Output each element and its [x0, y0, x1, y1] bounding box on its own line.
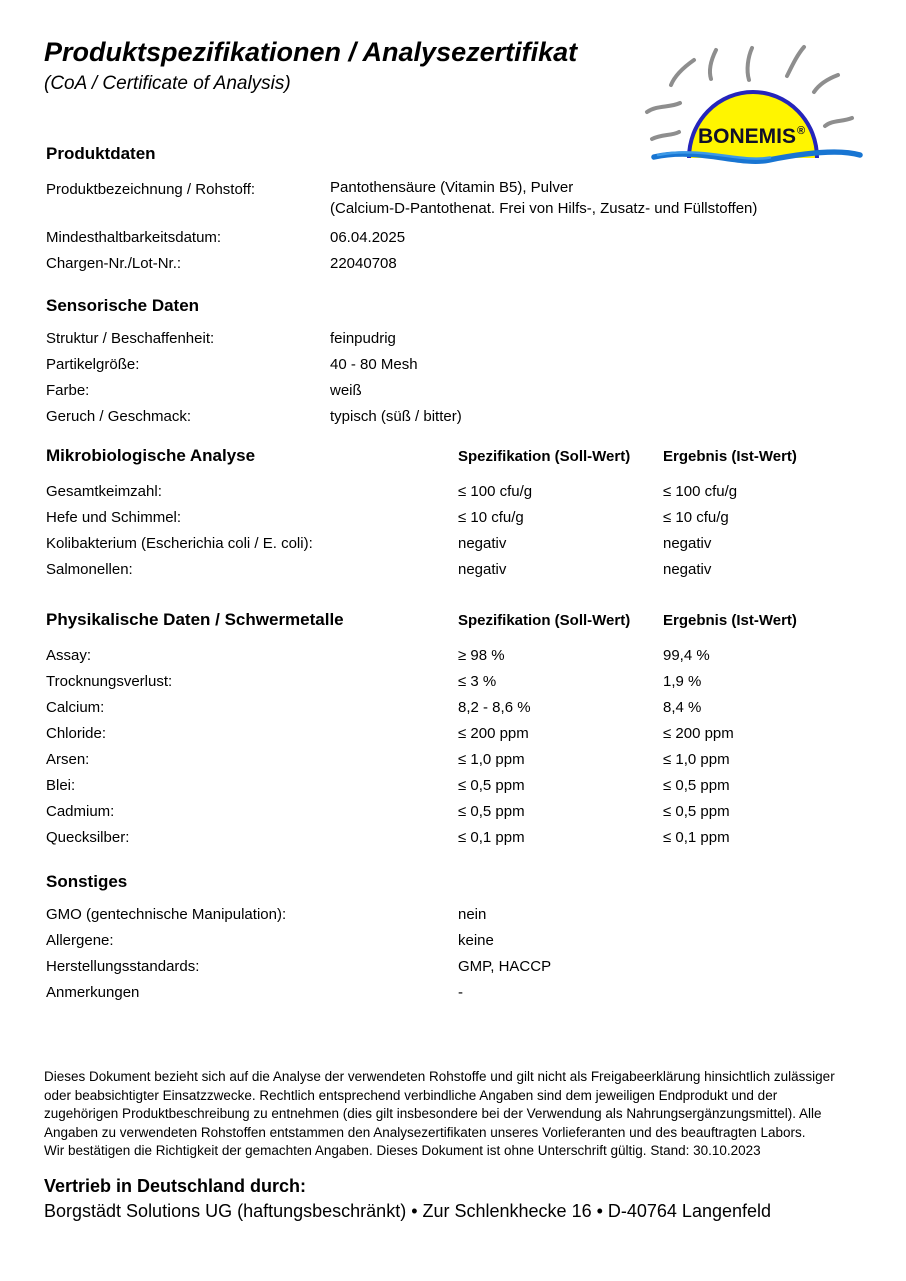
- row-spec: ≤ 0,5 ppm: [458, 777, 525, 794]
- row-value-line: (Calcium-D-Pantothenat. Frei von Hilfs-, Zusatz- und Füllstoffen): [330, 200, 758, 217]
- row-value: [330, 177, 890, 219]
- distribution-heading: Vertrieb in Deutschland durch:: [44, 1176, 307, 1196]
- header: [44, 36, 577, 96]
- row-value-line: Pantothensäure (Vitamin B5), Pulver: [330, 179, 574, 196]
- row-label: Allergene:: [46, 932, 114, 949]
- table-row: [46, 980, 890, 1006]
- table-header-row: [46, 446, 890, 467]
- row-label: Salmonellen:: [46, 561, 133, 578]
- distribution-address: Borgstädt Solutions UG (haftungsbeschränkt) • Zur Schlenkhecke 16 • D-40764 Langenfeld: [44, 1201, 772, 1221]
- table-row: [46, 174, 890, 219]
- row-result: negativ: [663, 535, 712, 552]
- row-spec: ≤ 10 cfu/g: [458, 509, 524, 526]
- row-result: ≤ 200 ppm: [663, 725, 734, 742]
- row-label: Struktur / Beschaffenheit:: [46, 330, 215, 347]
- table-row: [46, 326, 890, 352]
- row-spec: ≤ 0,5 ppm: [458, 803, 525, 820]
- table-row: [46, 557, 890, 583]
- row-spec: ≤ 3 %: [458, 673, 497, 690]
- row-label: GMO (gentechnische Manipulation):: [46, 906, 287, 923]
- row-result: ≤ 100 cfu/g: [663, 483, 738, 500]
- disclaimer-line: Angaben zu verwendeten Rohstoffen entstammen den Analysezertifikaten unseres Vorlieferanten und des beauftragten Labors.: [44, 1124, 806, 1140]
- row-value: weiß: [330, 382, 362, 399]
- row-result: ≤ 0,1 ppm: [663, 829, 730, 846]
- section-produktdaten: [0, 144, 906, 277]
- row-label: Chargen-Nr./Lot-Nr.:: [46, 255, 182, 272]
- row-value: 22040708: [330, 255, 397, 272]
- logo-registered-mark: ®: [796, 125, 806, 137]
- section-sonstiges: [0, 872, 906, 1006]
- table-row: [46, 352, 890, 378]
- row-result: 99,4 %: [663, 647, 710, 664]
- row-spec: ≥ 98 %: [458, 647, 505, 664]
- section-physikalische-daten: [0, 610, 906, 851]
- section-heading-physikalisch: Physikalische Daten / Schwermetalle: [46, 610, 344, 629]
- disclaimer-line: Dieses Dokument bezieht sich auf die Analyse der verwendeten Rohstoffe und gilt nicht als Freigabeerklärung hinsichtlich zulässiger: [44, 1069, 835, 1084]
- row-spec: 8,2 - 8,6 %: [458, 699, 531, 716]
- row-label: Cadmium:: [46, 803, 115, 820]
- row-label: Blei:: [46, 777, 76, 794]
- table-row: [46, 479, 890, 505]
- table-row: [46, 825, 890, 851]
- row-label: Calcium:: [46, 699, 105, 716]
- row-value: 40 - 80 Mesh: [330, 356, 418, 373]
- disclaimer-line: zugehörigen Produktbeschreibung zu entnehmen (dies gilt insbesondere bei der Verwendung als Nahrungsergänzungsmittel). Alle: [44, 1106, 822, 1121]
- row-spec: ≤ 1,0 ppm: [458, 751, 525, 768]
- row-label: Arsen:: [46, 751, 90, 768]
- table-header-row: [46, 610, 890, 631]
- row-label: Trocknungsverlust:: [46, 673, 173, 690]
- table-row: [46, 928, 890, 954]
- section-heading-sonstiges: Sonstiges: [46, 872, 128, 891]
- row-label: Chloride:: [46, 725, 107, 742]
- section-mikrobiologische-analyse: [0, 446, 906, 583]
- row-value: nein: [458, 906, 487, 923]
- page-title: Produktspezifikationen / Analysezertifikat: [44, 37, 578, 67]
- row-label: Farbe:: [46, 382, 90, 399]
- table-row: [46, 773, 890, 799]
- table-row: [46, 225, 890, 251]
- table-row: [46, 404, 890, 430]
- row-value: -: [458, 984, 463, 1001]
- row-label: Assay:: [46, 647, 92, 664]
- row-result: 8,4 %: [663, 699, 702, 716]
- row-spec: ≤ 100 cfu/g: [458, 483, 533, 500]
- row-label: Produktbezeichnung / Rohstoff:: [46, 181, 256, 198]
- row-label: Quecksilber:: [46, 829, 130, 846]
- row-label: Gesamtkeimzahl:: [46, 483, 162, 500]
- row-label: Partikelgröße:: [46, 356, 140, 373]
- table-row: [46, 747, 890, 773]
- table-row: [46, 531, 890, 557]
- logo-brand-text: BONEMIS: [697, 125, 797, 148]
- table-row: [46, 695, 890, 721]
- section-heading-sensorische: Sensorische Daten: [46, 296, 200, 315]
- row-value: 06.04.2025: [330, 229, 406, 246]
- row-label: Anmerkungen: [46, 984, 140, 1001]
- disclaimer-line: Wir bestätigen die Richtigkeit der gemachten Angaben. Dieses Dokument ist ohne Unterschrift gültig. Stand: 30.10.2023: [44, 1143, 761, 1158]
- table-row: [46, 505, 890, 531]
- row-result: ≤ 0,5 ppm: [663, 777, 730, 794]
- column-header-ergebnis: Ergebnis (Ist-Wert): [663, 612, 797, 629]
- row-label: Geruch / Geschmack:: [46, 408, 192, 425]
- row-result: ≤ 0,5 ppm: [663, 803, 730, 820]
- page-subtitle: (CoA / Certificate of Analysis): [44, 73, 291, 94]
- row-label: Hefe und Schimmel:: [46, 509, 182, 526]
- row-result: ≤ 10 cfu/g: [663, 509, 729, 526]
- section-heading-mikrobiologisch: Mikrobiologische Analyse: [46, 446, 256, 465]
- row-spec: negativ: [458, 535, 507, 552]
- section-heading-produktdaten: Produktdaten: [46, 144, 156, 163]
- column-header-ergebnis: Ergebnis (Ist-Wert): [663, 448, 797, 465]
- table-row: [46, 669, 890, 695]
- row-result: 1,9 %: [663, 673, 702, 690]
- row-label: Herstellungsstandards:: [46, 958, 200, 975]
- row-value: typisch (süß / bitter): [330, 408, 462, 425]
- row-value: GMP, HACCP: [458, 958, 552, 975]
- distribution-block: [44, 1174, 771, 1223]
- row-result: ≤ 1,0 ppm: [663, 751, 730, 768]
- column-header-spezifikation: Spezifikation (Soll-Wert): [458, 612, 631, 629]
- row-label: Mindesthaltbarkeitsdatum:: [46, 229, 222, 246]
- disclaimer-line: oder beabsichtigter Einsatzzwecke. Rechtlich entsprechend verbindliche Angaben sind dem jeweiligen Endprodukt und der: [44, 1087, 778, 1103]
- row-value: feinpudrig: [330, 330, 396, 347]
- table-row: [46, 378, 890, 404]
- table-row: [46, 643, 890, 669]
- section-sensorische-daten: [0, 296, 906, 430]
- row-result: negativ: [663, 561, 712, 578]
- table-row: [46, 799, 890, 825]
- row-value: keine: [458, 932, 494, 949]
- row-spec: ≤ 0,1 ppm: [458, 829, 525, 846]
- disclaimer-text: [44, 1068, 835, 1161]
- column-header-spezifikation: Spezifikation (Soll-Wert): [458, 448, 631, 465]
- table-row: [46, 251, 890, 277]
- row-label: Kolibakterium (Escherichia coli / E. coli):: [46, 535, 313, 552]
- row-spec: negativ: [458, 561, 507, 578]
- table-row: [46, 902, 890, 928]
- table-row: [46, 954, 890, 980]
- row-spec: ≤ 200 ppm: [458, 725, 529, 742]
- table-row: [46, 721, 890, 747]
